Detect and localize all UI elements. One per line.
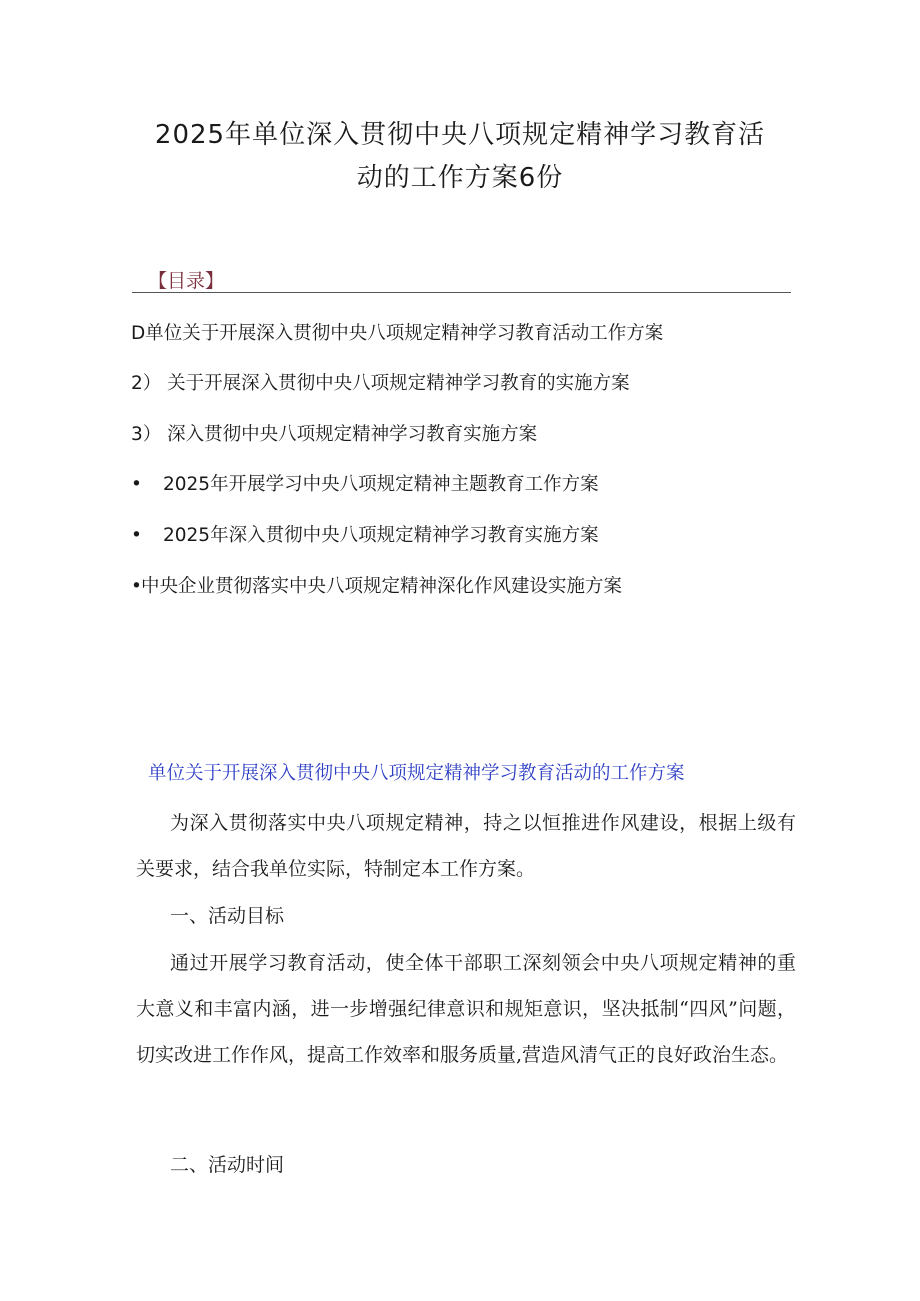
toc-item-text: 关于开展深入贯彻中央八项规定精神学习教育的实施方案: [167, 373, 630, 394]
heading-activity-goal: 一、活动目标: [170, 905, 285, 927]
toc-item-6[interactable]: [131, 572, 622, 598]
toc-label: 【目录】: [148, 270, 225, 292]
toc-item-1[interactable]: [131, 319, 663, 345]
goal-paragraph: 通过开展学习教育活动，使全体干部职工深刻领会中央八项规定精神的重大意义和丰富内涵，进一步增强纪律意识和规矩意识，坚决抵制“四风”问题，切实改进工作作风，提高工作效率和服务质量,营造风清气正的良好政治生态。: [136, 952, 796, 1066]
toc-item-5[interactable]: [131, 521, 599, 547]
document-title-line-1: 2025年单位深入贯彻中央八项规定精神学习教育活: [154, 120, 766, 150]
bullet-icon: •: [131, 474, 142, 495]
toc-item-text: 深入贯彻中央八项规定精神学习教育实施方案: [167, 424, 538, 445]
toc-item-2[interactable]: [131, 369, 630, 395]
toc-marker: D: [131, 323, 146, 344]
toc-item-3[interactable]: [131, 420, 537, 446]
toc-item-text: 2025年开展学习中央八项规定精神主题教育工作方案: [163, 474, 599, 495]
section-heading: 单位关于开展深入贯彻中央八项规定精神学习教育活动的工作方案: [148, 763, 685, 784]
toc-divider: [132, 292, 791, 293]
bullet-icon: •: [131, 525, 142, 546]
bullet-icon: •: [131, 576, 142, 597]
heading-activity-time: 二、活动时间: [170, 1154, 285, 1176]
intro-paragraph: 为深入贯彻落实中央八项规定精神，持之以恒推进作风建设，根据上级有关要求，结合我单位实际，特制定本工作方案。: [136, 812, 796, 880]
toc-item-text: 单位关于开展深入贯彻中央八项规定精神学习教育活动工作方案: [145, 323, 664, 344]
toc-item-text: 中央企业贯彻落实中央八项规定精神深化作风建设实施方案: [141, 576, 623, 597]
document-title-line-2: 动的工作方案6份: [356, 163, 564, 193]
toc-item-4[interactable]: [131, 470, 599, 496]
toc-item-text: 2025年深入贯彻中央八项规定精神学习教育实施方案: [163, 525, 599, 546]
toc-marker: 3）: [131, 424, 162, 445]
toc-marker: 2）: [131, 373, 162, 394]
